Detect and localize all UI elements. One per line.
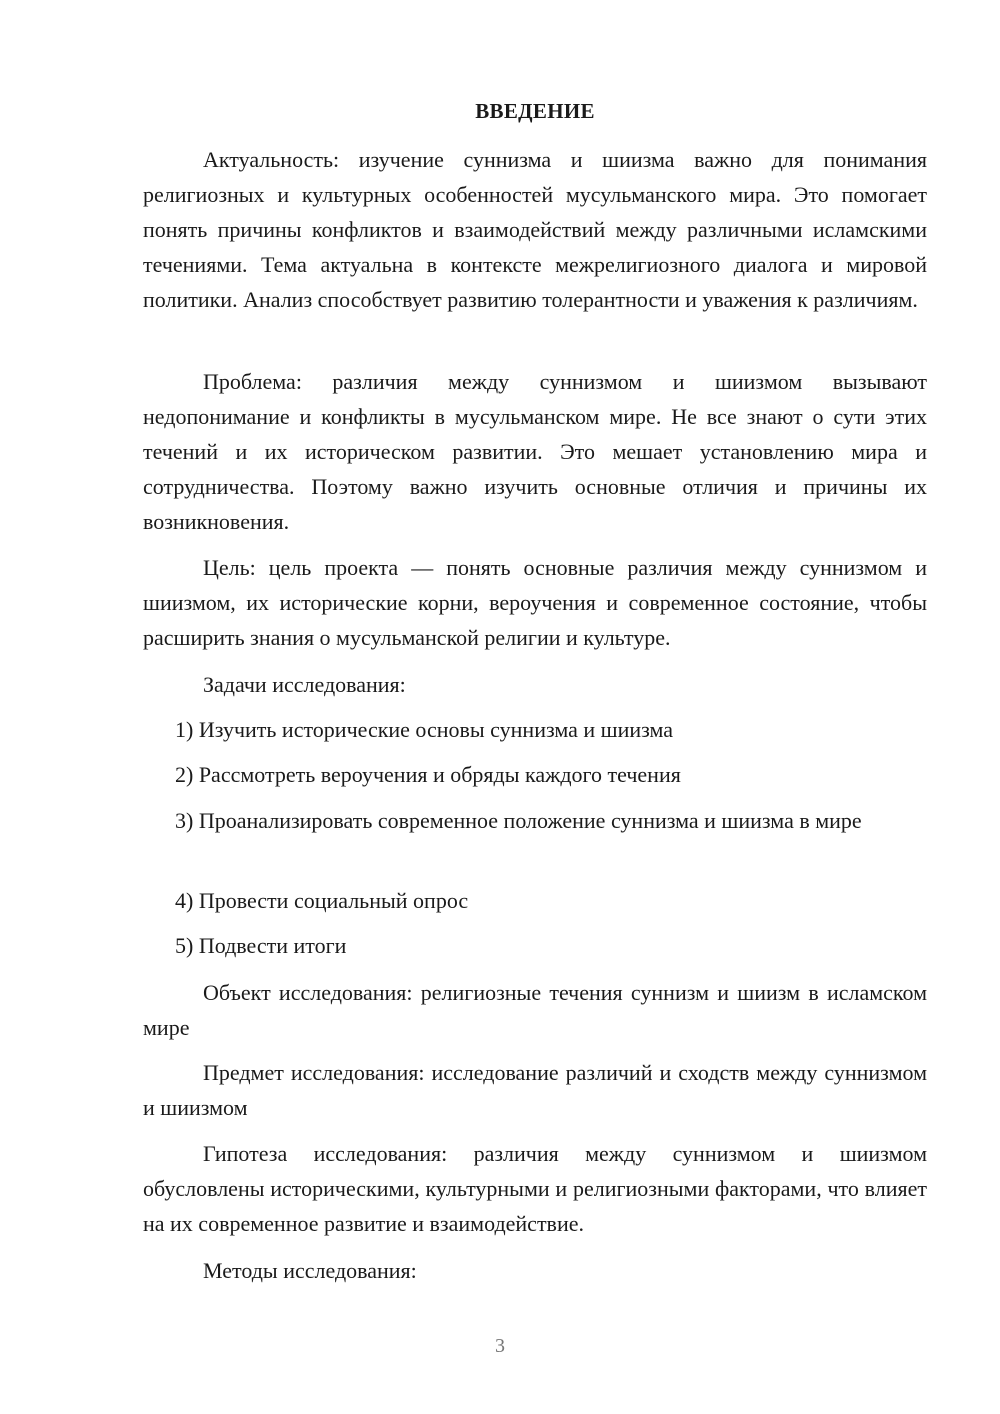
task-item-4: 4) Провести социальный опрос [175,888,469,913]
task-item-2: 2) Рассмотреть вероучения и обряды каждого течения [175,762,681,787]
paragraph-object: Объект исследования: религиозные течения суннизм и шиизм в исламском мире [143,980,927,1040]
paragraph-relevance: Актуальность: изучение суннизма и шиизма важно для понимания религиозных и культурных особенностей мусульманского мира. Это помогает понять причины конфликтов и взаимодействий между различными исламскими течениями. Тема актуальна в контексте межрелигиозного диалога и мировой политики. Анализ способствует развитию толерантности и уважения к различиям. [143,147,927,312]
paragraph-problem: Проблема: различия между суннизмом и шиизмом вызывают недопонимание и конфликты в мусульманском мире. Не все знают о сути этих течений и их историческом развитии. Это мешает установлению мира и сотрудничества. Поэтому важно изучить основные отличия и причины их возникновения. [143,369,927,534]
paragraph-goal: Цель: цель проекта — понять основные различия между суннизмом и шиизмом, их исторические корни, вероучения и современное состояние, чтобы расширить знания о мусульманской религии и культуре. [143,555,927,650]
page-title: ВВЕДЕНИЕ [475,99,595,123]
methods-heading: Методы исследования: [203,1258,417,1283]
page-number: 3 [495,1335,505,1357]
paragraph-hypothesis: Гипотеза исследования: различия между суннизмом и шиизмом обусловлены историческими, культурными и религиозными факторами, что влияет на их современное развитие и взаимодействие. [143,1141,927,1236]
task-item-1: 1) Изучить исторические основы суннизма и шиизма [175,717,674,742]
task-item-3: 3) Проанализировать современное положение суннизма и шиизма в мире [175,808,862,833]
task-item-5: 5) Подвести итоги [175,933,347,958]
paragraph-subject: Предмет исследования: исследование различий и сходств между суннизмом и шиизмом [143,1060,927,1120]
tasks-heading: Задачи исследования: [203,672,406,697]
